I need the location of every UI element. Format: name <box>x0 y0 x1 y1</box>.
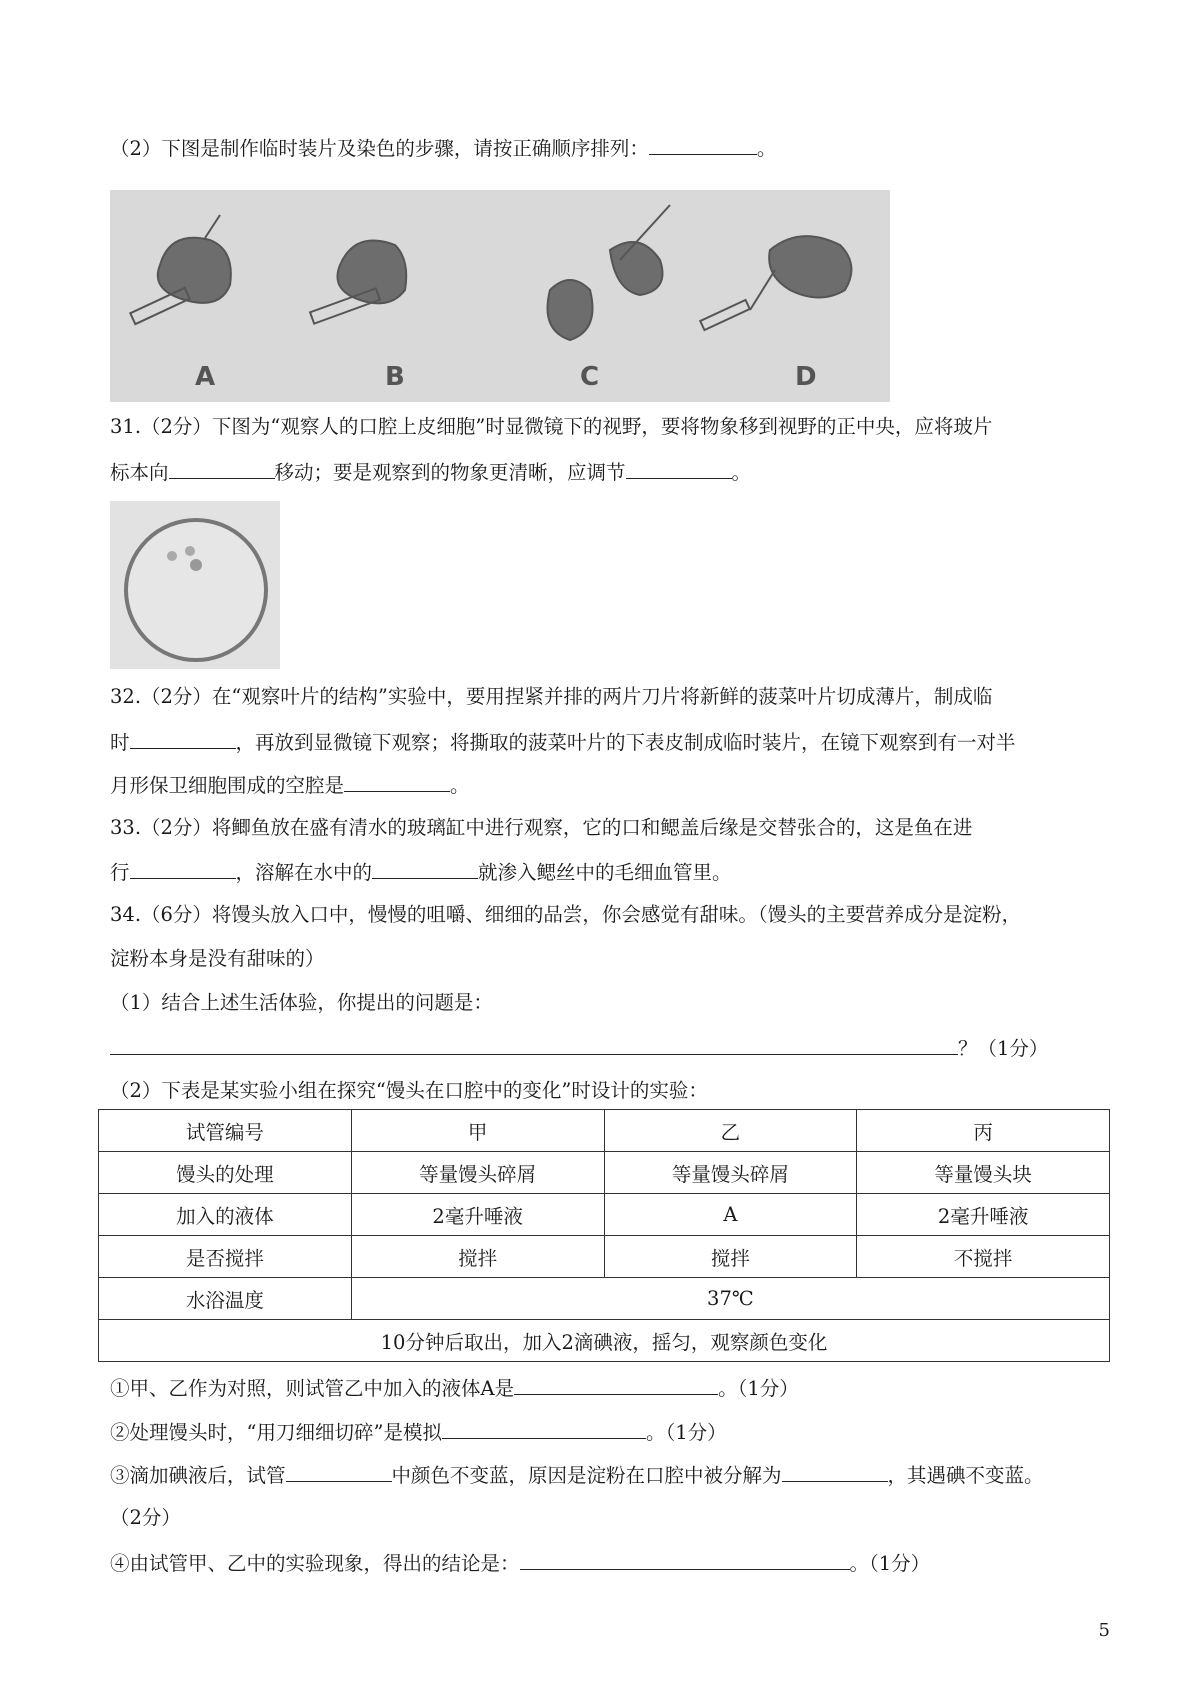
answer-blank[interactable] <box>514 1374 718 1395</box>
answer-blank[interactable] <box>520 1549 850 1570</box>
experiment-table <box>98 1109 1110 1362</box>
q32-line2: 时 ，再放到显微镜下观察；将撕取的菠菜叶片的下表皮制成临时装片，在镜下观察到有一对半 <box>110 728 1016 756</box>
table-cell: 搅拌 <box>351 1236 604 1278</box>
answer-blank[interactable] <box>649 134 757 155</box>
step-label-a: A <box>195 362 216 392</box>
table-cell: 馒头的处理 <box>99 1152 352 1194</box>
answer-blank[interactable] <box>626 458 732 479</box>
q34-part1: （1）结合上述生活体验，你提出的问题是： <box>110 991 493 1014</box>
dropper-d-icon <box>750 270 775 310</box>
slide-preparation-steps-figure <box>110 190 890 402</box>
answer-blank[interactable] <box>372 858 478 879</box>
table-cell: 37℃ <box>351 1278 1109 1320</box>
q34-line1: 34.（6分）将馒头放入口中，慢慢的咀嚼、细细的品尝，你会感觉有甜味。（馒头的主要营养成分是淀粉， <box>110 903 1022 926</box>
microscope-view-illustration <box>110 501 280 669</box>
table-cell: 等量馒头碎屑 <box>604 1152 857 1194</box>
table-footer-cell: 10分钟后取出，加入2滴碘液，摇匀，观察颜色变化 <box>99 1320 1110 1362</box>
answer-blank[interactable] <box>286 1461 392 1482</box>
table-cell: 等量馒头碎屑 <box>351 1152 604 1194</box>
answer-blank[interactable] <box>169 458 275 479</box>
table-cell: 丙 <box>857 1110 1110 1152</box>
table-cell: 是否搅拌 <box>99 1236 352 1278</box>
q34-sub1: ①甲、乙作为对照，则试管乙中加入的液体A是 。（1分） <box>110 1374 799 1402</box>
q30-part2-line: （2）下图是制作临时装片及染色的步骤，请按正确顺序排列： 。 <box>110 134 776 162</box>
table-cell: 甲 <box>351 1110 604 1152</box>
table-row <box>99 1320 1110 1362</box>
cell-icon <box>167 551 177 561</box>
table-cell: 2毫升唾液 <box>857 1194 1110 1236</box>
table-row <box>99 1236 1110 1278</box>
step-label-d: D <box>795 362 817 392</box>
hand-d-icon <box>769 236 851 297</box>
cell-icon <box>185 546 195 556</box>
hand-a-icon <box>158 238 231 303</box>
table-row <box>99 1278 1110 1320</box>
dropper-a-icon <box>205 215 220 238</box>
q34-sub3: ③滴加碘液后，试管 中颜色不变蓝，原因是淀粉在口腔中被分解为 ，其遇碘不变蓝。 <box>110 1461 1044 1489</box>
q34-sub2: ②处理馒头时，“用刀细细切碎”是模拟 。（1分） <box>110 1418 727 1446</box>
hand-b-icon <box>338 241 407 304</box>
table-cell: 乙 <box>604 1110 857 1152</box>
q34-line2: 淀粉本身是没有甜味的） <box>110 947 325 970</box>
q32-line3: 月形保卫细胞围成的空腔是 。 <box>110 771 470 799</box>
hand-c2-icon <box>610 242 663 295</box>
field-of-view-circle <box>126 520 266 660</box>
step-label-c: C <box>580 362 600 392</box>
answer-blank[interactable] <box>442 1418 646 1439</box>
q34-sub3-score: （2分） <box>110 1506 181 1529</box>
table-row <box>99 1194 1110 1236</box>
cell-icon <box>190 559 202 571</box>
q31-line2: 标本向 移动；要是观察到的物象更清晰，应调节 。 <box>110 458 751 486</box>
answer-blank[interactable] <box>782 1461 888 1482</box>
hand-c-icon <box>548 280 593 340</box>
microscope-field-figure <box>110 501 280 669</box>
table-cell: 等量馒头块 <box>857 1152 1110 1194</box>
table-cell: 搅拌 <box>604 1236 857 1278</box>
q33-line2: 行 ，溶解在水中的 就渗入鳃丝中的毛细血管里。 <box>110 858 732 886</box>
q34-part2: （2）下表是某实验小组在探究“馒头在口腔中的变化”时设计的实验： <box>110 1079 708 1102</box>
table-cell: 水浴温度 <box>99 1278 352 1320</box>
step-label-b: B <box>385 362 405 392</box>
answer-blank[interactable] <box>110 1034 958 1055</box>
answer-blank[interactable] <box>130 858 236 879</box>
slide-d-icon <box>700 300 750 330</box>
table-cell: 不搅拌 <box>857 1236 1110 1278</box>
table-row <box>99 1110 1110 1152</box>
q34-part1-answer-line: ？（1分） <box>110 1034 1048 1062</box>
q31-line1: 31.（2分）下图为“观察人的口腔上皮细胞”时显微镜下的视野，要将物象移到视野的正中央，应将玻片 <box>110 415 993 438</box>
steps-illustration <box>110 190 890 402</box>
page-number: 5 <box>1098 1620 1110 1641</box>
table-cell: A <box>604 1194 857 1236</box>
table-cell: 试管编号 <box>99 1110 352 1152</box>
answer-blank[interactable] <box>344 771 450 792</box>
table-cell: 2毫升唾液 <box>351 1194 604 1236</box>
table-row <box>99 1152 1110 1194</box>
table-cell: 加入的液体 <box>99 1194 352 1236</box>
q30-part2-text: （2）下图是制作临时装片及染色的步骤，请按正确顺序排列： <box>110 137 649 160</box>
q34-sub4: ④由试管甲、乙中的实验现象，得出的结论是： 。（1分） <box>110 1549 930 1577</box>
answer-blank[interactable] <box>130 728 236 749</box>
q32-line1: 32.（2分）在“观察叶片的结构”实验中，要用捏紧并排的两片刀片将新鲜的菠菜叶片切成薄片，制成临 <box>110 685 993 708</box>
q33-line1: 33.（2分）将鲫鱼放在盛有清水的玻璃缸中进行观察，它的口和鳃盖后缘是交替张合的，这是鱼在进 <box>110 816 973 839</box>
